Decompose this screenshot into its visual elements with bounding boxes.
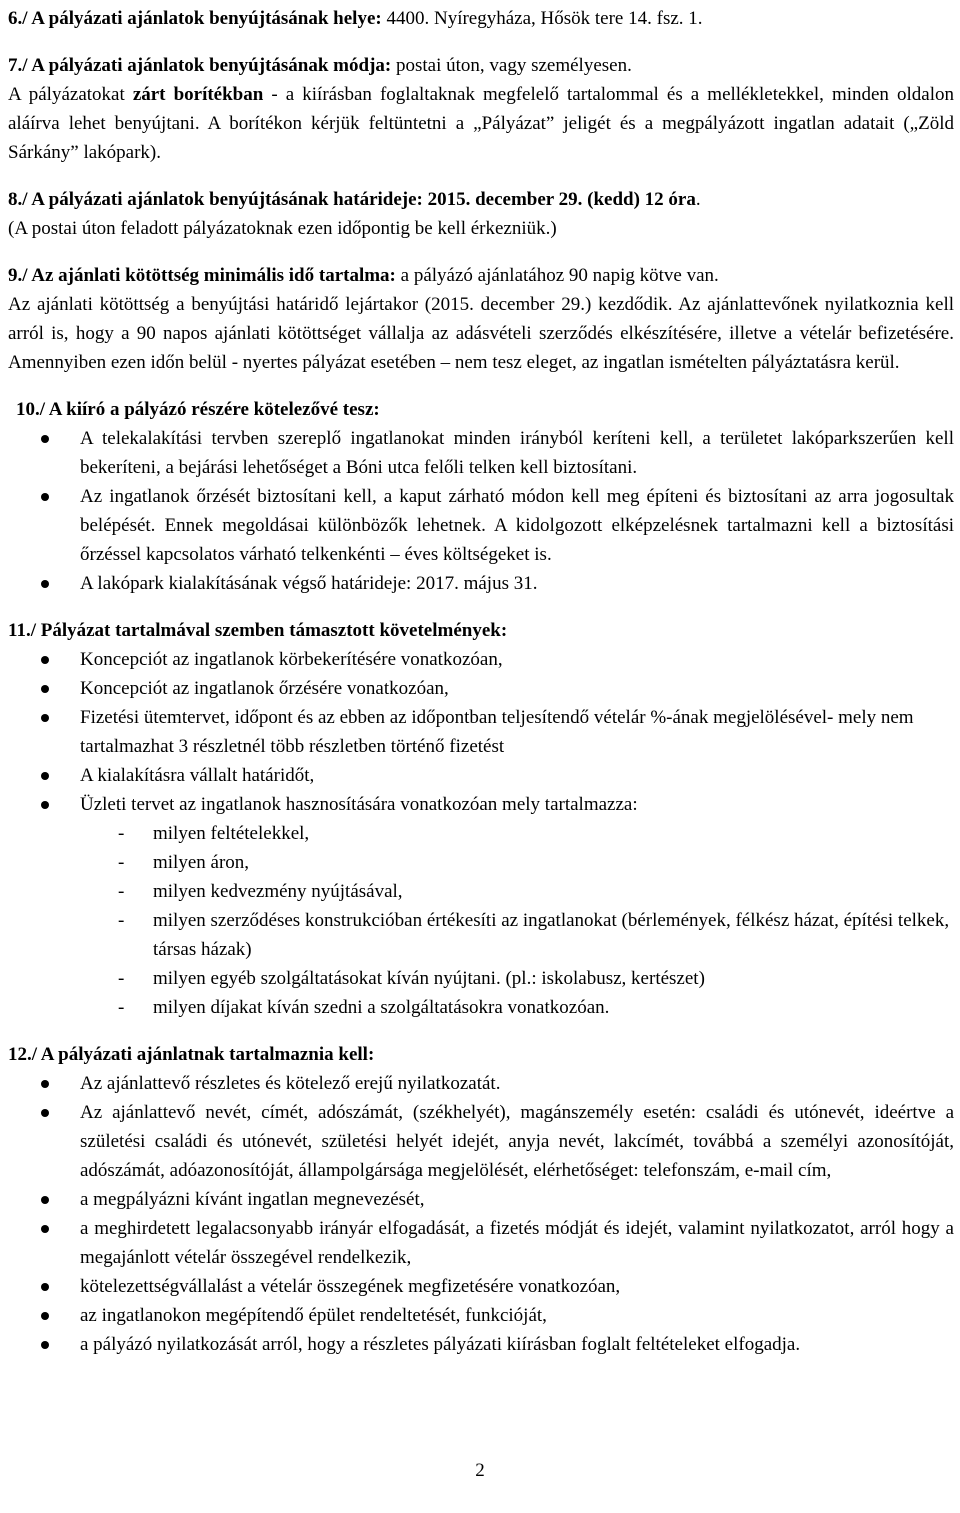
section-11-heading: 11./ Pályázat tartalmával szemben támasztott követelmények: bbox=[8, 620, 508, 641]
dash-marker: - bbox=[118, 881, 125, 902]
bullet-icon bbox=[41, 1109, 49, 1117]
list-item: a megpályázni kívánt ingatlan megnevezését, bbox=[8, 1185, 954, 1214]
bullet-icon bbox=[41, 685, 49, 693]
list-item: Az ingatlanok őrzését biztosítani kell, a kaput zárható módon kell meg építeni és biztosítani az arra jogosultak belépését. Ennek megoldásai különbözők lehetnek. A kidolgozott elképzelésnek tartalmazni kell a biztosítási őrzéssel kapcsolatos várható telkenkénti – éves költségeket is. bbox=[8, 482, 954, 569]
list-item: A kialakításra vállalt határidőt, bbox=[8, 761, 954, 790]
list-item: Az ajánlattevő részletes és kötelező erejű nyilatkozatát. bbox=[8, 1069, 954, 1098]
section-6 bbox=[8, 4, 954, 33]
sub-list-item: - milyen szerződéses konstrukcióban értékesíti az ingatlanokat (bérlemények, félkész házat, építési telkek, társas házak) bbox=[8, 906, 954, 964]
list-item: Koncepciót az ingatlanok őrzésére vonatkozóan, bbox=[8, 674, 954, 703]
dash-marker: - bbox=[118, 968, 125, 989]
list-item: az ingatlanokon megépítendő épület rendeltetését, funkcióját, bbox=[8, 1301, 954, 1330]
bullet-icon bbox=[41, 772, 49, 780]
dash-marker: - bbox=[118, 910, 125, 931]
bullet-icon bbox=[41, 656, 49, 664]
section-10-list bbox=[8, 424, 954, 598]
sub-list-item: - milyen egyéb szolgáltatásokat kíván nyújtani. (pl.: iskolabusz, kertészet) bbox=[8, 964, 954, 993]
dash-marker: - bbox=[118, 823, 125, 844]
section-8-heading: 8./ A pályázati ajánlatok benyújtásának határideje: 2015. december 29. (kedd) 12 óra bbox=[8, 189, 696, 210]
section-6-heading: 6./ A pályázati ajánlatok benyújtásának helye: bbox=[8, 8, 382, 29]
bullet-icon bbox=[41, 801, 49, 809]
list-item: a pályázó nyilatkozását arról, hogy a részletes pályázati kiírásban foglalt feltételeket elfogadja. bbox=[8, 1330, 954, 1359]
page-number: 2 bbox=[475, 1460, 485, 1481]
section-8-note: (A postai úton feladott pályázatoknak ezen időpontig be kell érkezniük.) bbox=[8, 218, 557, 239]
section-7-paragraph: A pályázatokat zárt borítékban - a kiírásban foglaltaknak megfelelő tartalommal és a mellékletekkel, minden oldalon aláírva lehet benyújtani. A borítékon kérjük feltüntetni a „Pályázat” jeligét és a megpályázott ingatlan adatait („Zöld Sárkány” lakópark). bbox=[8, 84, 954, 163]
section-12-list bbox=[8, 1069, 954, 1359]
dash-marker: - bbox=[118, 852, 125, 873]
section-7-text: postai úton, vagy személyesen. bbox=[391, 55, 632, 76]
bullet-icon bbox=[41, 1225, 49, 1233]
section-12-heading: 12./ A pályázati ajánlatnak tartalmaznia kell: bbox=[8, 1044, 375, 1065]
section-7-emphasis: zárt borítékban bbox=[132, 84, 264, 105]
sub-list-item: - milyen feltételekkel, bbox=[8, 819, 954, 848]
section-9-text: a pályázó ajánlatához 90 napig kötve van. bbox=[395, 265, 719, 286]
bullet-icon bbox=[41, 1196, 49, 1204]
bullet-icon bbox=[41, 435, 49, 443]
sub-list-item: - milyen áron, bbox=[8, 848, 954, 877]
bullet-icon bbox=[41, 493, 49, 501]
bullet-icon bbox=[41, 580, 49, 588]
section-7-heading: 7./ A pályázati ajánlatok benyújtásának módja: bbox=[8, 55, 392, 76]
bullet-icon bbox=[41, 714, 49, 722]
bullet-icon bbox=[41, 1283, 49, 1291]
list-item: A lakópark kialakításának végső határideje: 2017. május 31. bbox=[8, 569, 954, 598]
section-9-heading: 9./ Az ajánlati kötöttség minimális idő tartalma: bbox=[8, 265, 396, 286]
section-8: 8./ A pályázati ajánlatok benyújtásának határideje: 2015. december 29. (kedd) 12 óra. bbox=[8, 189, 701, 210]
list-item: A telekalakítási tervben szereplő ingatlanokat minden irányból keríteni kell, a területet lakóparkszerűen kell bekeríteni, a bejárási lehetőséget a Bóni utca felőli telken kell biztosítani. bbox=[8, 424, 954, 482]
section-11-list bbox=[8, 645, 954, 819]
list-item: Üzleti tervet az ingatlanok hasznosítására vonatkozóan mely tartalmazza: bbox=[8, 790, 954, 819]
bullet-icon bbox=[41, 1312, 49, 1320]
list-item: Fizetési ütemtervet, időpont és az ebben az időpontban teljesítendő vételár %-ának megjelölésével- mely nem tartalmazhat 3 részletnél több részletben történő fizetést bbox=[8, 703, 954, 761]
section-9 bbox=[8, 261, 954, 290]
dash-marker: - bbox=[118, 997, 125, 1018]
list-item: a meghirdetett legalacsonyabb irányár elfogadását, a fizetés módját és idejét, valamint nyilatkozatot, arról hogy a megajánlott vételár összegével rendelkezik, bbox=[8, 1214, 954, 1272]
section-7 bbox=[8, 51, 954, 80]
bullet-icon bbox=[41, 1080, 49, 1088]
list-item: Koncepciót az ingatlanok körbekerítésére vonatkozóan, bbox=[8, 645, 954, 674]
section-9-paragraph: Az ajánlati kötöttség a benyújtási határidő lejártakor (2015. december 29.) kezdődik. Az ajánlattevőnek nyilatkoznia kell arról is, hogy a 90 napos ajánlati kötöttséget vállalja az adásvételi szerződés elkészítésére, illetve a vételár befizetésére. Amennyiben ezen időn belül - nyertes pályázat esetében – nem tesz eleget, az ingatlan ismételten pályáztatásra kerül. bbox=[8, 294, 954, 373]
section-11-sublist bbox=[8, 819, 954, 1022]
list-item: Az ajánlattevő nevét, címét, adószámát, (székhelyét), magánszemély esetén: családi és utónevét, ideértve a születési családi és utónevét, születési helyét idejét, anyja nevét, lakcímét, továbbá a személyi azonosítóját, adószámát, adóazonosítóját, állampolgársága megjelölését, elérhetőséget: telefonszám, e-mail cím, bbox=[8, 1098, 954, 1185]
document-page bbox=[8, 4, 954, 1359]
list-item: kötelezettségvállalást a vételár összegének megfizetésére vonatkozóan, bbox=[8, 1272, 954, 1301]
section-10-heading: 10./ A kiíró a pályázó részére kötelezővé tesz: bbox=[16, 399, 380, 420]
sub-list-item: - milyen díjakat kíván szedni a szolgáltatásokra vonatkozóan. bbox=[8, 993, 954, 1022]
section-6-text: 4400. Nyíregyháza, Hősök tere 14. fsz. 1. bbox=[381, 8, 703, 29]
sub-list-item: - milyen kedvezmény nyújtásával, bbox=[8, 877, 954, 906]
bullet-icon bbox=[41, 1341, 49, 1349]
